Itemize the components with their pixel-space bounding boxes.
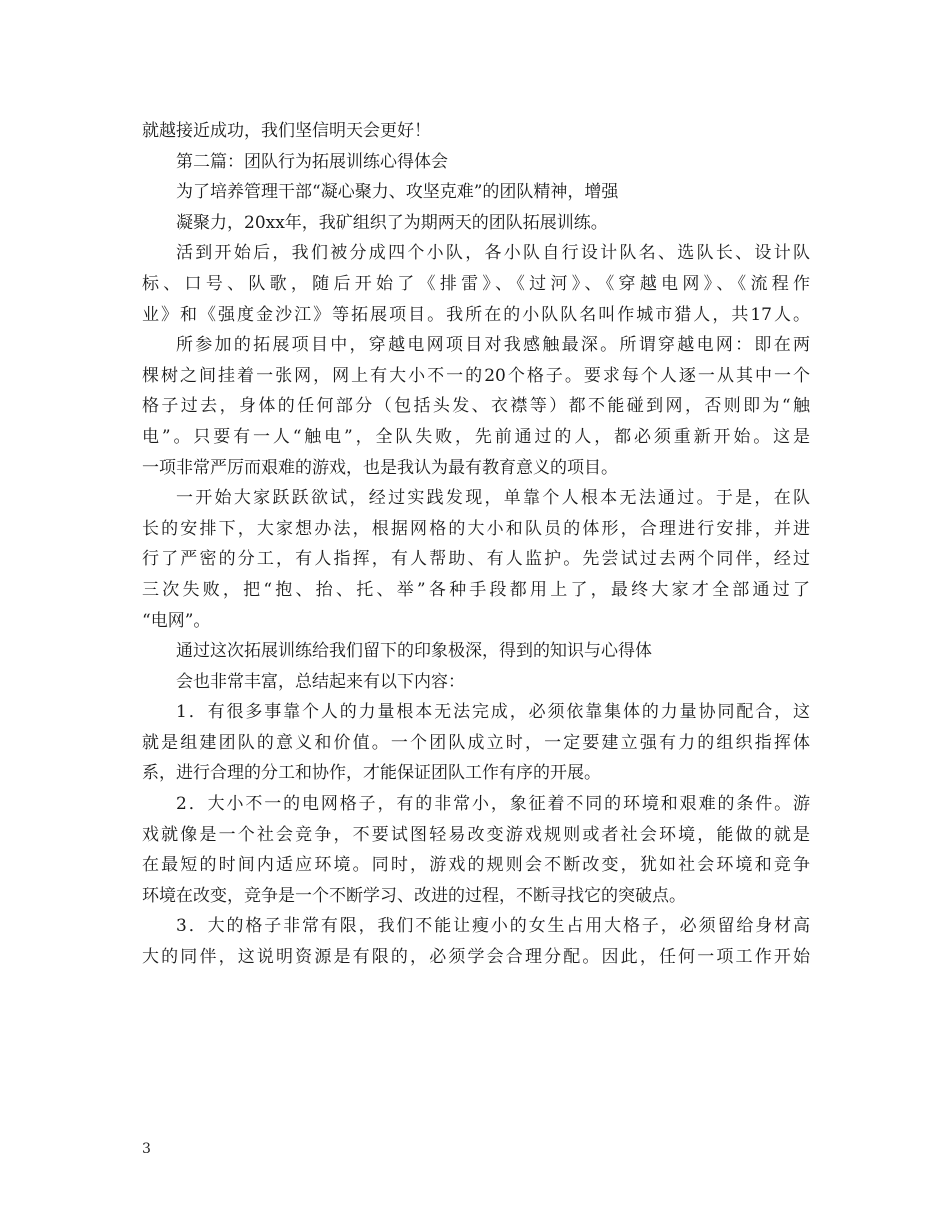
text-line: 业》和《强度金沙江》等拓展项目。我所在的小队队名叫作城市猎人，共17人。 (142, 304, 810, 325)
text-line: 标、口号、队歌，随后开始了《排雷》、《过河》、《穿越电网》、《流程作 (142, 273, 810, 294)
text-line: 就是组建团队的意义和价值。一个团队成立时，一定要建立强有力的组织指挥体 (142, 732, 810, 753)
section-heading: 第二篇：团队行为拓展训练心得体会 (176, 151, 448, 172)
page-number: 3 (142, 1141, 151, 1157)
text-line: 长的安排下，大家想办法，根据网格的大小和队员的体形，合理进行安排，并进 (142, 518, 810, 539)
text-line: 棵树之间挂着一张网，网上有大小不一的20个格子。要求每个人逐一从其中一个 (142, 365, 810, 386)
list-item: 2．大小不一的电网格子，有的非常小，象征着不同的环境和艰难的条件。游 (176, 794, 810, 815)
list-item: 3．大的格子非常有限，我们不能让瘦小的女生占用大格子，必须留给身材高 (176, 916, 810, 937)
text-line: 为了培养管理干部“凝心聚力、攻坚克难”的团队精神，增强 (176, 182, 619, 203)
text-line: “电网”。 (142, 610, 211, 631)
text-line: 环境在改变，竞争是一个不断学习、改进的过程，不断寻找它的突破点。 (142, 885, 686, 906)
text-line: 系，进行合理的分工和协作，才能保证团队工作有序的开展。 (142, 763, 601, 784)
text-line: 电”。只要有一人“触电”，全队失败，先前通过的人，都必须重新开始。这是 (142, 426, 810, 447)
text-line: 大的同伴，这说明资源是有限的，必须学会合理分配。因此，任何一项工作开始 (142, 947, 810, 968)
text-line: 所参加的拓展项目中，穿越电网项目对我感触最深。所谓穿越电网：即在两 (176, 335, 810, 356)
text-line: 凝聚力，20xx年，我矿组织了为期两天的团队拓展训练。 (176, 212, 608, 233)
text-line: 通过这次拓展训练给我们留下的印象极深，得到的知识与心得体 (176, 641, 652, 662)
text-line: 活到开始后，我们被分成四个小队，各小队自行设计队名、选队长、设计队 (176, 243, 810, 264)
text-line: 戏就像是一个社会竞争，不要试图轻易改变游戏规则或者社会环境，能做的就是 (142, 824, 810, 845)
text-line: 一开始大家跃跃欲试，经过实践发现，单靠个人根本无法通过。于是，在队 (176, 488, 810, 509)
body-text (142, 116, 810, 973)
text-line: 会也非常丰富，总结起来有以下内容： (176, 671, 465, 692)
text-line: 一项非常严厉而艰难的游戏，也是我认为最有教育意义的项目。 (142, 457, 618, 478)
text-line: 行了严密的分工，有人指挥，有人帮助、有人监护。先尝试过去两个同伴，经过 (142, 549, 810, 570)
text-line: 就越接近成功，我们坚信明天会更好！ (142, 121, 431, 141)
text-line: 格子过去，身体的任何部分（包括头发、衣襟等）都不能碰到网，否则即为“触 (142, 396, 810, 417)
list-item: 1．有很多事靠个人的力量根本无法完成，必须依靠集体的力量协同配合，这 (176, 702, 810, 723)
text-line: 三次失败，把“抱、抬、托、举”各种手段都用上了，最终大家才全部通过了 (142, 579, 810, 600)
text-line: 在最短的时间内适应环境。同时，游戏的规则会不断改变，犹如社会环境和竞争 (142, 855, 810, 876)
